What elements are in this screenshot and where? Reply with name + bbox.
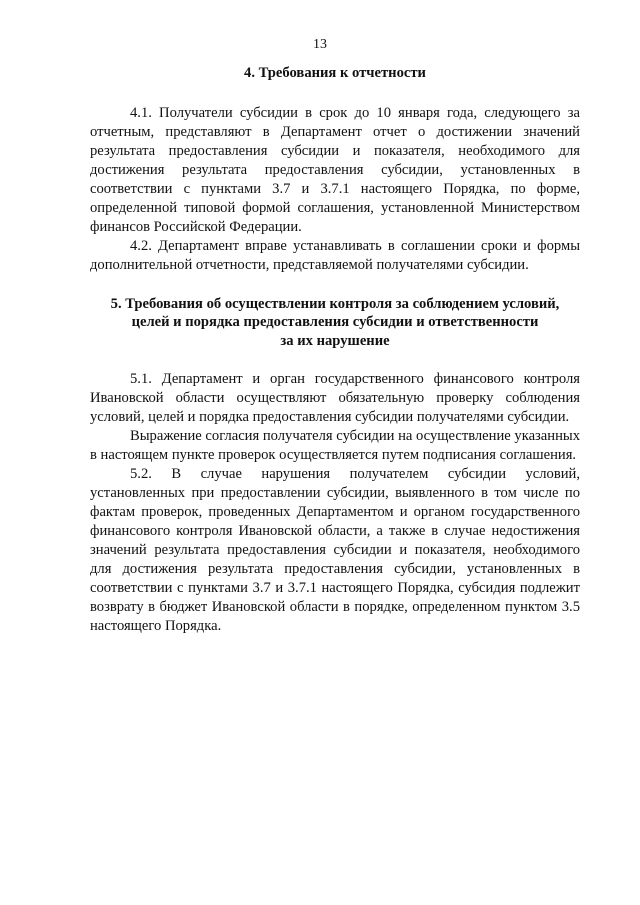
section-5-title: [90, 295, 580, 351]
paragraph-5-1: 5.1. Департамент и орган государственного финансового контроля Ивановской области осуществляют обязательную проверку соблюдения условий, целей и порядка предоставления субсидии получателями субсидии.: [90, 371, 580, 425]
section-5-title-line: целей и порядка предоставления субсидии и ответственности: [131, 314, 539, 330]
page-number: 13: [313, 37, 327, 52]
section-4-title: 4. Требования к отчетности: [244, 65, 426, 81]
paragraph-4-2: 4.2. Департамент вправе устанавливать в соглашении сроки и формы дополнительной отчетности, представляемой получателями субсидии.: [90, 237, 580, 273]
section-5-title-line: за их нарушение: [280, 332, 390, 349]
paragraph-4-1: 4.1. Получатели субсидии в срок до 10 января года, следующего за отчетным, представляют в Департамент отчет о достижении значений результата предоставления субсидии и показателя, необходимого для достижения результата предоставления субсидии, установленных в соответствии с пунктами 3.7 и 3.7.1 настоящего Порядка, по форме, определенной типовой формой соглашения, установленной Министерством финансов Российской Федерации.: [90, 104, 580, 235]
document-body: [90, 64, 580, 636]
section-5-title-line: 5. Требования об осуществлении контроля за соблюдением условий,: [110, 295, 560, 312]
paragraph-5-2: 5.2. В случае нарушения получателем субсидии условий, установленных при предоставлении субсидии, выявленного в том числе по фактам проверок, проведенных Департаментом и органом государственного финансового контроля Ивановской области, а также в случае недостижения значений результата предоставления субсидии и показателя, необходимого для достижения результата предоставления субсидии, установленных в соответствии с пунктами 3.7 и 3.7.1 настоящего Порядка, субсидия подлежит возврату в бюджет Ивановской области в порядке, определенном пунктом 3.5 настоящего Порядка.: [90, 466, 580, 634]
paragraph-5-1-consent: Выражение согласия получателя субсидии на осуществление указанных в настоящем пункте проверок осуществляется путем подписания соглашения.: [90, 428, 581, 463]
